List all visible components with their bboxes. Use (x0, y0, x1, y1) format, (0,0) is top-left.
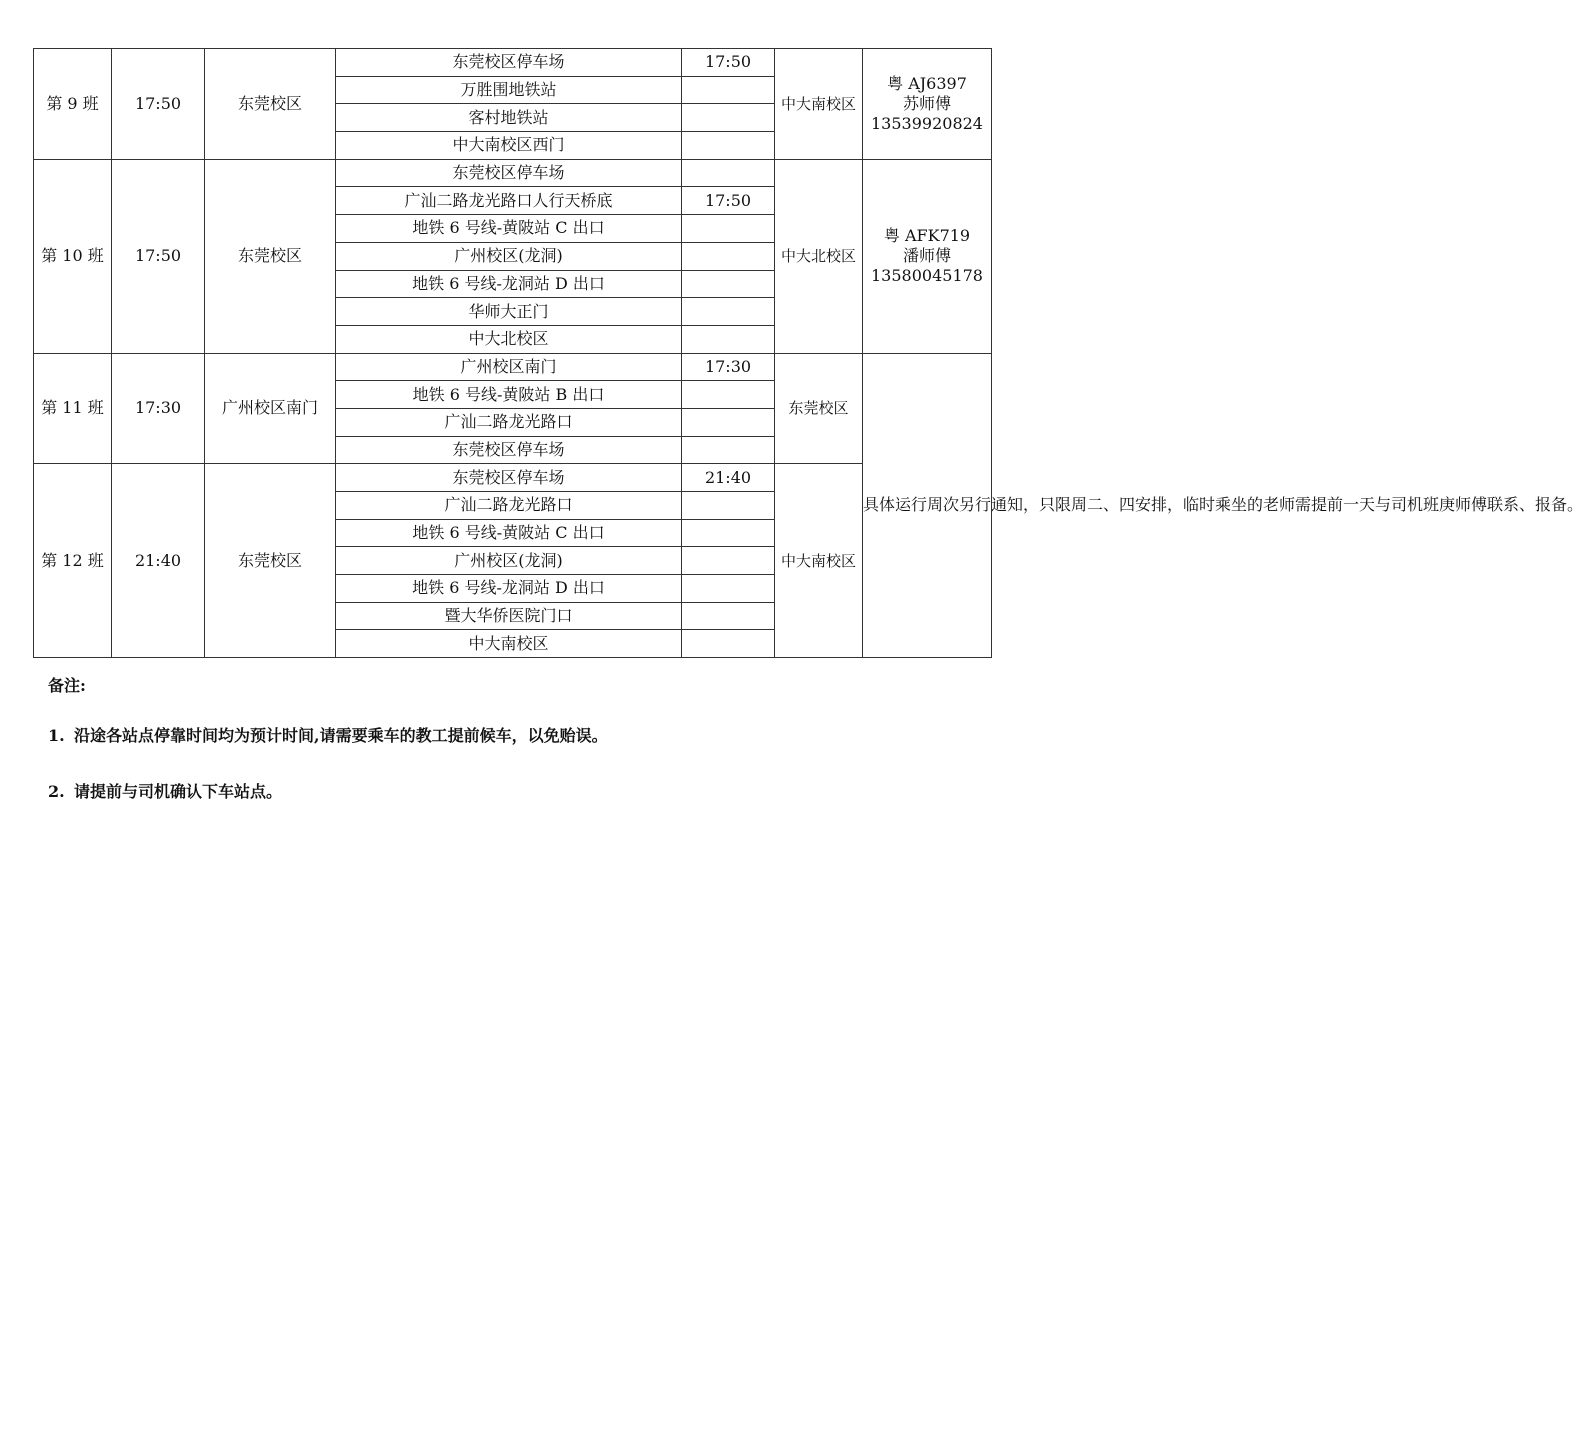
table-row (34, 49, 992, 77)
shift-number: 第 9 班 (34, 49, 112, 160)
driver-phone: 13539920824 (871, 113, 983, 133)
destination: 中大南校区 (775, 464, 863, 658)
stop-name: 地铁 6 号线-龙洞站 D 出口 (336, 575, 682, 603)
license-plate: 粤 AFK719 (883, 226, 971, 246)
stop-name: 东莞校区停车场 (336, 464, 682, 492)
stop-time: 17:50 (682, 187, 775, 215)
driver-name: 潘师傅 (902, 246, 951, 266)
origin: 东莞校区 (205, 464, 336, 658)
stop-time (682, 325, 775, 353)
stop-time (682, 270, 775, 298)
note-text: 请提前与司机确认下车站点。 (74, 782, 283, 801)
stop-name: 万胜围地铁站 (336, 76, 682, 104)
stop-name: 广汕二路龙光路口人行天桥底 (336, 187, 682, 215)
stop-name: 中大南校区 (336, 630, 682, 658)
stop-name: 广州校区(龙洞) (336, 242, 682, 270)
notes-title: 备注: (48, 676, 86, 695)
table-row (34, 353, 992, 381)
stop-time (682, 104, 775, 132)
stop-name: 东莞校区停车场 (336, 159, 682, 187)
stop-time (682, 242, 775, 270)
stop-name: 广汕二路龙光路口 (336, 492, 682, 520)
stop-name: 广州校区(龙洞) (336, 547, 682, 575)
note-number: 2. (48, 782, 65, 801)
license-plate: 粤 AJ6397 (887, 73, 967, 93)
vehicle-info (863, 159, 992, 353)
note-item (48, 726, 978, 746)
stop-name: 地铁 6 号线-黄陂站 C 出口 (336, 519, 682, 547)
destination: 中大南校区 (775, 49, 863, 160)
stop-time (682, 159, 775, 187)
stop-name: 地铁 6 号线-龙洞站 D 出口 (336, 270, 682, 298)
notes-section (48, 676, 978, 838)
stop-time (682, 575, 775, 603)
stop-time (682, 76, 775, 104)
stop-name: 客村地铁站 (336, 104, 682, 132)
departure-time: 17:30 (112, 353, 205, 464)
departure-time: 17:50 (112, 159, 205, 353)
stop-name: 东莞校区停车场 (336, 436, 682, 464)
stop-time: 17:50 (682, 49, 775, 77)
shift-number: 第 10 班 (34, 159, 112, 353)
note-number: 1. (48, 726, 65, 745)
stop-name: 东莞校区停车场 (336, 49, 682, 77)
origin: 广州校区南门 (205, 353, 336, 464)
stop-time (682, 602, 775, 630)
departure-time: 17:50 (112, 49, 205, 160)
stop-time (682, 298, 775, 326)
stop-name: 广汕二路龙光路口 (336, 408, 682, 436)
stop-name: 华师大正门 (336, 298, 682, 326)
destination: 中大北校区 (775, 159, 863, 353)
note-item (48, 782, 978, 802)
note-text: 沿途各站点停靠时间均为预计时间,请需要乘车的教工提前候车，以免贻误。 (74, 726, 608, 745)
destination: 东莞校区 (775, 353, 863, 464)
shift-number: 第 11 班 (34, 353, 112, 464)
origin: 东莞校区 (205, 49, 336, 160)
stop-name: 暨大华侨医院门口 (336, 602, 682, 630)
stop-time (682, 519, 775, 547)
stop-name: 广州校区南门 (336, 353, 682, 381)
stop-name: 地铁 6 号线-黄陂站 B 出口 (336, 381, 682, 409)
shift-number: 第 12 班 (34, 464, 112, 658)
table-row (34, 464, 992, 492)
stop-time: 21:40 (682, 464, 775, 492)
stop-time (682, 132, 775, 160)
stop-time (682, 381, 775, 409)
stop-time (682, 492, 775, 520)
origin: 东莞校区 (205, 159, 336, 353)
stop-name: 地铁 6 号线-黄陂站 C 出口 (336, 215, 682, 243)
departure-time: 21:40 (112, 464, 205, 658)
stop-time: 17:30 (682, 353, 775, 381)
table-row (34, 159, 992, 187)
shuttle-schedule-table (33, 48, 1583, 658)
shared-note: 具体运行周次另行通知，只限周二、四安排，临时乘坐的老师需提前一天与司机班庚师傅联系、报备。 (863, 353, 992, 658)
stop-time (682, 547, 775, 575)
stop-time (682, 630, 775, 658)
stop-time (682, 215, 775, 243)
vehicle-info (863, 49, 992, 160)
stop-time (682, 436, 775, 464)
stop-name: 中大北校区 (336, 325, 682, 353)
stop-time (682, 408, 775, 436)
stop-name: 中大南校区西门 (336, 132, 682, 160)
driver-name: 苏师傅 (902, 93, 951, 113)
driver-phone: 13580045178 (871, 266, 983, 286)
